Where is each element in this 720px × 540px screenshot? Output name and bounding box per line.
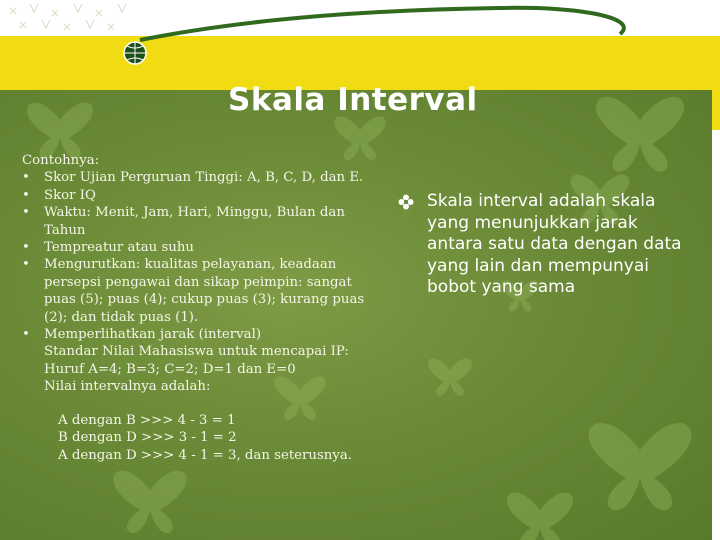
bullet-dot: • bbox=[22, 187, 30, 203]
definition-block bbox=[398, 191, 688, 299]
list-item-text: Skor Ujian Perguruan Tinggi: A, B, C, D, dan E. bbox=[44, 170, 364, 186]
list-item bbox=[22, 326, 377, 343]
bullet-dot: • bbox=[22, 170, 30, 186]
definition-text: Skala interval adalah skala yang menunjukkan jarak antara satu data dengan data yang lain dan mempunyai bobot yang sama bbox=[427, 191, 682, 297]
list-item bbox=[22, 204, 377, 239]
bullet-dot: • bbox=[22, 257, 30, 273]
intro-text: Contohnya: bbox=[22, 153, 100, 168]
butterfly-icon bbox=[589, 423, 692, 510]
list-item bbox=[22, 239, 377, 256]
globe-icon bbox=[122, 40, 148, 66]
swoosh-icon bbox=[120, 0, 640, 60]
list-item-text: Memperlihatkan jarak (interval) bbox=[44, 327, 262, 343]
grading-line: Nilai intervalnya adalah: bbox=[44, 379, 211, 395]
interval-examples bbox=[22, 412, 377, 464]
list-item-text: Skor IQ bbox=[44, 187, 96, 203]
side-accent bbox=[712, 90, 720, 130]
butterfly-icon bbox=[428, 358, 472, 395]
list-item-text: Tempreatur atau suhu bbox=[44, 240, 194, 256]
list-item bbox=[22, 256, 377, 326]
list-item bbox=[22, 187, 377, 204]
example-line: B dengan D >>> 3 - 1 = 2 bbox=[58, 430, 237, 446]
list-item-text: Waktu: Menit, Jam, Hari, Minggu, Bulan dan Tahun bbox=[44, 205, 345, 238]
list-item bbox=[22, 169, 377, 186]
butterfly-icon bbox=[507, 493, 573, 540]
list-item-text: Mengurutkan: kualitas pelayanan, keadaan persepsi pengawai dan sikap peimpin: sangat puas (5); puas (4); cukup puas (3); kurang puas (2); dan tidak puas (1). bbox=[44, 257, 365, 325]
example-line: A dengan D >>> 4 - 1 = 3, dan seterusnya. bbox=[58, 447, 353, 463]
butterfly-icon bbox=[596, 97, 684, 172]
grading-standard bbox=[22, 343, 377, 395]
examples-column bbox=[22, 152, 377, 464]
slide-title: Skala Interval bbox=[228, 82, 478, 118]
bullet-dot: • bbox=[22, 240, 30, 256]
butterfly-icon bbox=[113, 471, 186, 533]
butterfly-icon bbox=[27, 103, 93, 159]
bullet-dot: • bbox=[22, 205, 30, 221]
example-list bbox=[22, 169, 377, 343]
grading-line: Huruf A=4; B=3; C=2; D=1 dan E=0 bbox=[44, 361, 296, 377]
grading-line: Standar Nilai Mahasiswa untuk mencapai IP: bbox=[44, 344, 349, 360]
example-line: A dengan B >>> 4 - 3 = 1 bbox=[58, 412, 236, 428]
bullet-dot: • bbox=[22, 327, 30, 343]
flower-bullet-icon bbox=[398, 194, 414, 210]
